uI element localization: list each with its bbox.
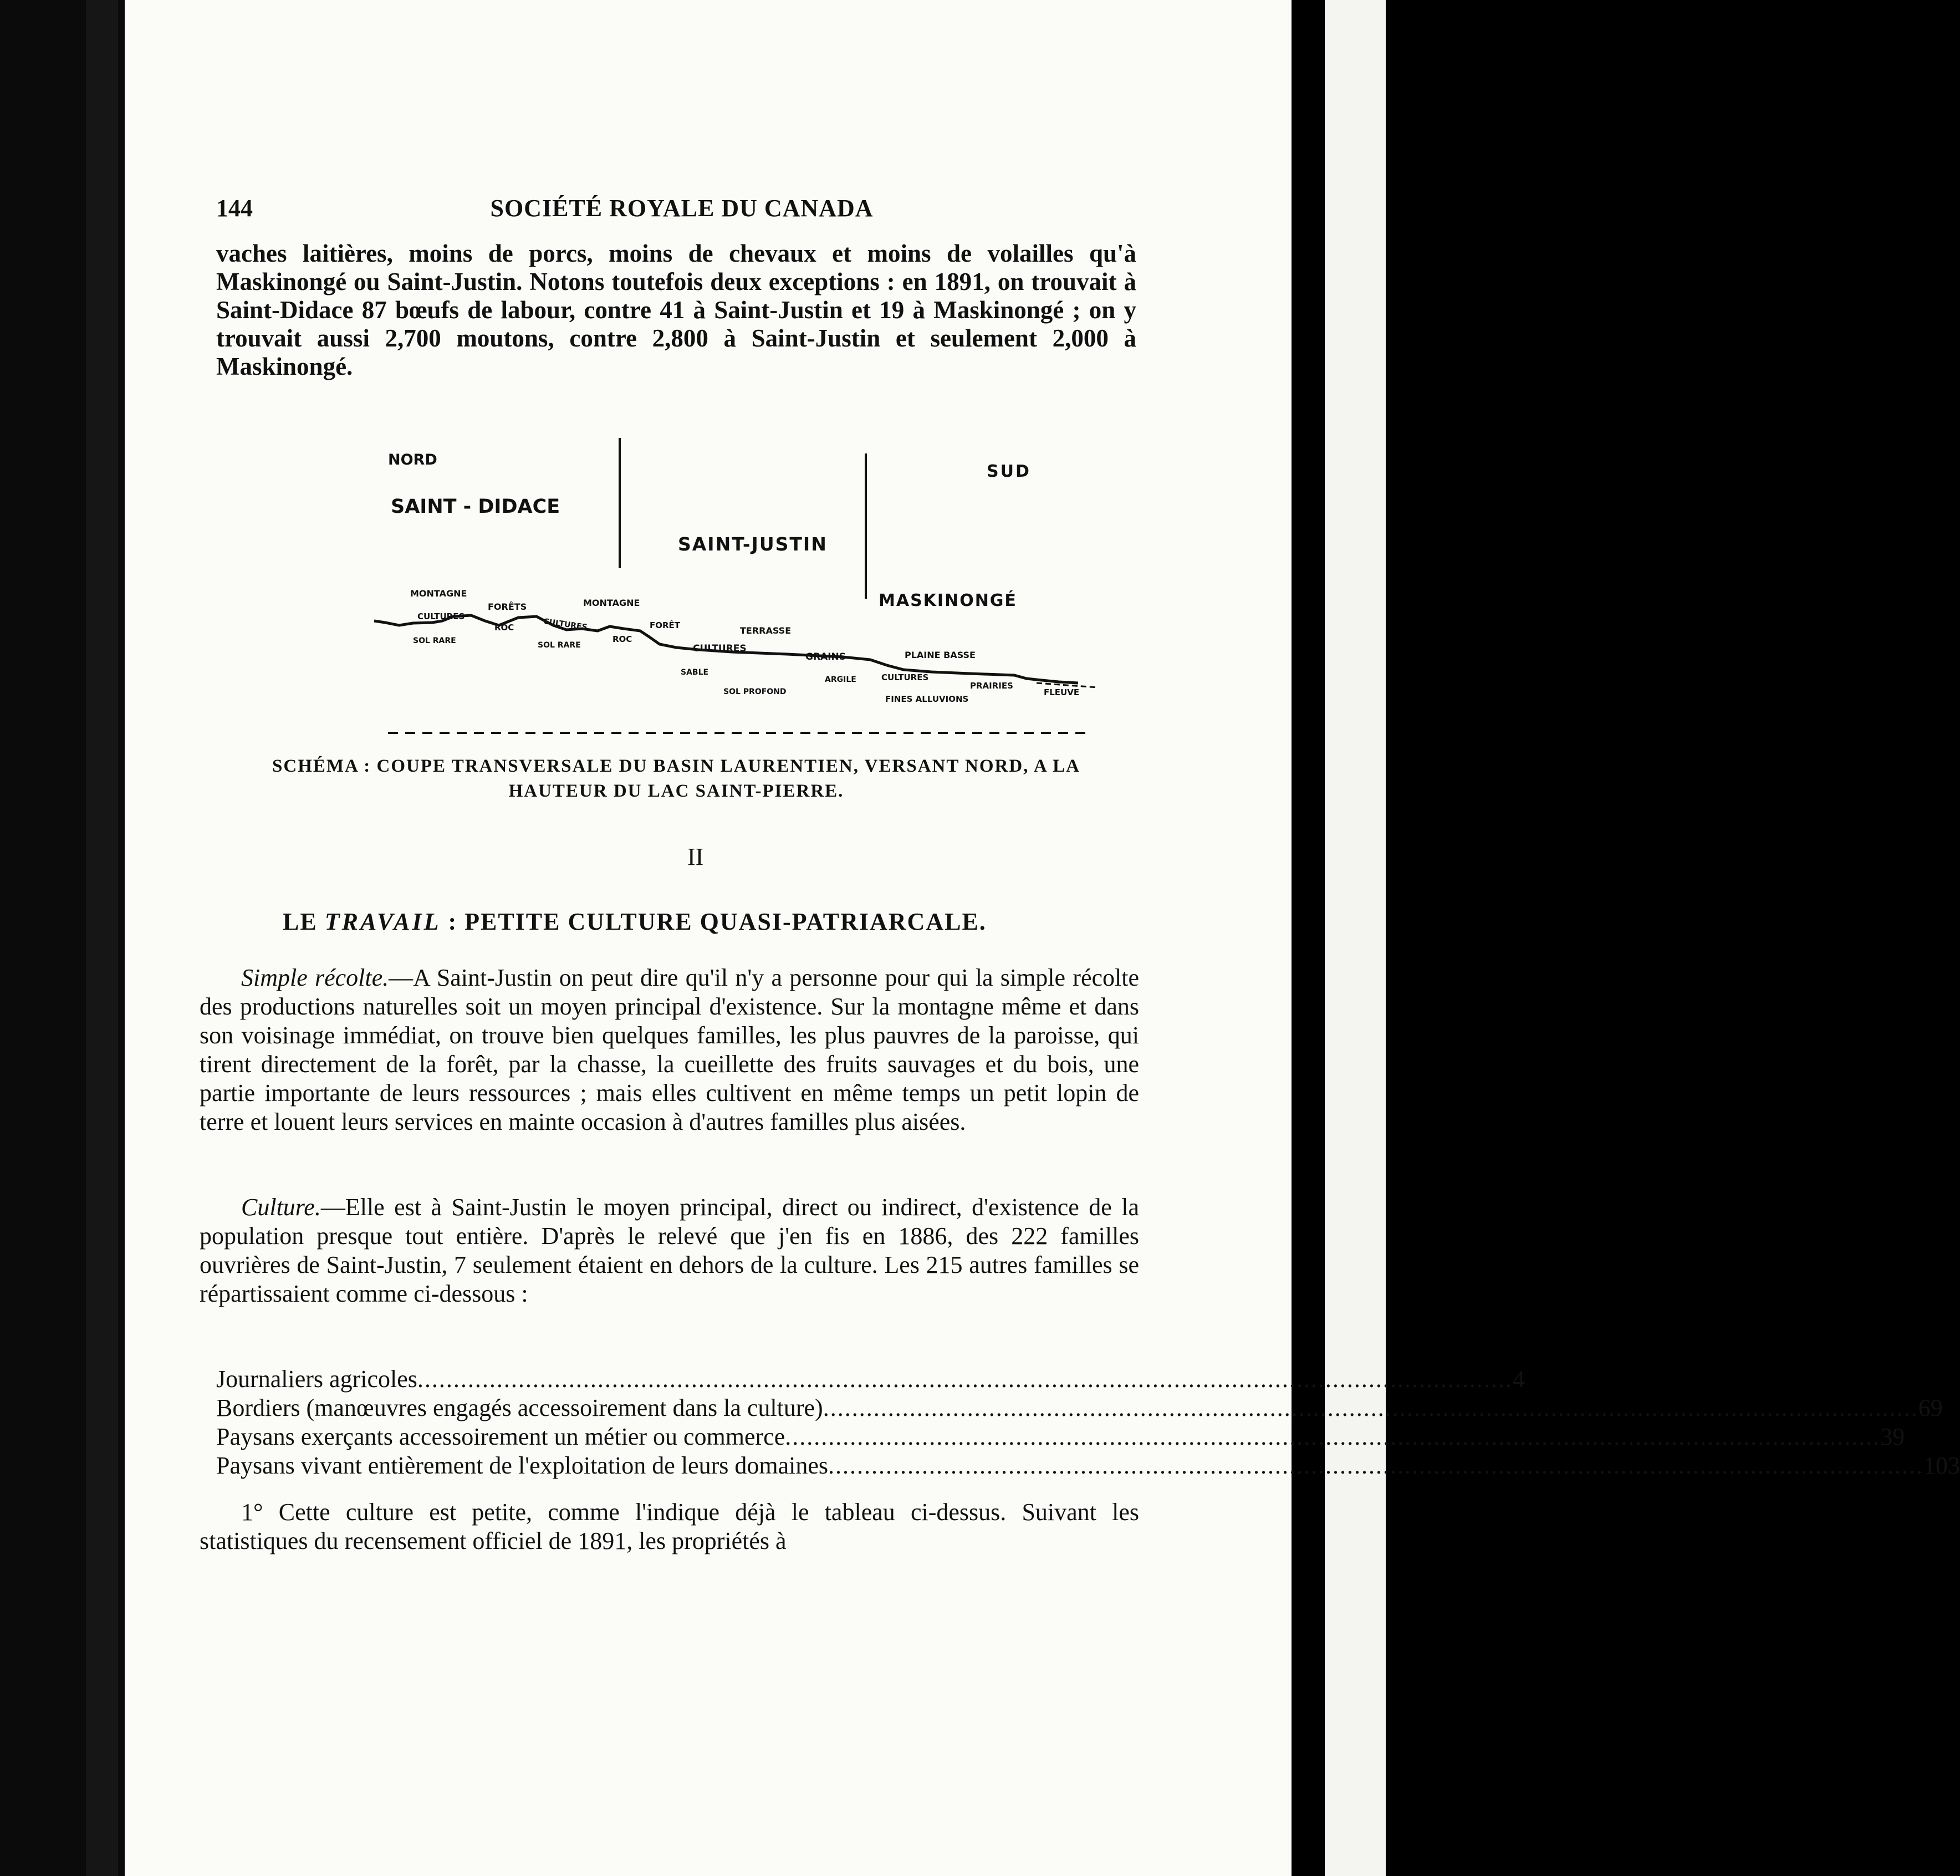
label-montagne-1: MONTAGNE	[410, 588, 467, 599]
leader-dots: ........................................................................................................................................................	[828, 1452, 1923, 1479]
diagram-caption	[219, 754, 1134, 804]
label-saint-didace: SAINT - DIDACE	[391, 496, 560, 518]
families-table	[216, 1365, 1960, 1480]
book-gutter	[86, 0, 118, 1876]
paragraph-lead-recolte: Simple récolte.	[241, 964, 389, 991]
section-title-prefix: LE	[283, 908, 318, 935]
label-cultures-3: CULTURES	[693, 643, 747, 654]
running-title: SOCIÉTÉ ROYALE DU CANADA	[490, 195, 874, 222]
label-prairies: PRAIRIES	[970, 681, 1013, 691]
caption-line-2: HAUTEUR DU LAC SAINT-PIERRE.	[508, 781, 844, 801]
section-title-word: TRAVAIL	[324, 908, 441, 935]
cross-section-diagram	[233, 432, 1142, 743]
table-row	[216, 1423, 1905, 1451]
paragraph-text-recolte: —A Saint-Justin on peut dire qu'il n'y a personne pour qui la simple récolte des productions naturelles soit un moyen principal d'existence. Sur la montagne même et dans son voisinage immédiat, on trouve bien quelques familles, les plus pauvres de la paroisse, qui tirent directement de la forêt, par la chasse, la cueillette des fruits sauvages et du bois, une partie importante de leurs ressources ; mais elles cultivent en même temps un petit lopin de terre et louent leurs services en mainte occasion à d'autres familles plus aisées.	[200, 964, 1139, 1135]
label-terrasse: TERRASSE	[740, 625, 792, 636]
label-grains: GRAINS	[805, 651, 846, 662]
table-row	[216, 1365, 1525, 1394]
label-fines-alluvions: FINES ALLUVIONS	[885, 694, 969, 704]
facing-page-gap	[1292, 0, 1325, 1876]
label-sol-rare-2: SOL RARE	[538, 641, 581, 650]
label-foret: FORÊT	[650, 620, 681, 630]
table-row	[216, 1394, 1943, 1423]
label-forets: FORÊTS	[488, 601, 527, 612]
label-cultures-4: CULTURES	[881, 672, 929, 682]
table-row-label: Journaliers agricoles	[216, 1365, 417, 1393]
table-row-value: 39	[1880, 1423, 1905, 1450]
label-roc-1: ROC	[494, 623, 514, 633]
table-row-value: 4	[1512, 1365, 1525, 1393]
label-nord: NORD	[388, 451, 437, 468]
leader-dots: ........................................................................................................................................................	[823, 1394, 1918, 1421]
label-roc-2: ROC	[612, 634, 632, 644]
label-cultures-2: CULTURES	[543, 617, 588, 633]
caption-line-1: SCHÉMA : COUPE TRANSVERSALE DU BASIN LAURENTIEN, VERSANT NORD, A LA	[272, 756, 1080, 776]
label-argile: ARGILE	[825, 675, 856, 684]
intro-paragraph: vaches laitières, moins de porcs, moins de chevaux et moins de volailles qu'à Maskinongé ou Saint-Justin. Notons toutefois deux exceptions : en 1891, on trouvait à Saint-Didace 87 bœufs de labour, contre 41 à Saint-Justin et 19 à Maskinongé ; on y trouvait aussi 2,700 moutons, contre 2,800 à Saint-Justin et seulement 2,000 à Maskinongé.	[216, 239, 1136, 380]
section-numeral: II	[687, 843, 704, 870]
label-sol-rare-1: SOL RARE	[413, 636, 456, 645]
paragraph-simple-recolte	[200, 964, 1139, 1136]
cross-section-svg	[233, 432, 1142, 743]
table-row-label: Paysans vivant entièrement de l'exploitation de leurs domaines	[216, 1452, 828, 1479]
table-row-label: Paysans exerçants accessoirement un métier ou commerce	[216, 1423, 785, 1450]
paragraph-text-culture: —Elle est à Saint-Justin le moyen principal, direct ou indirect, d'existence de la population presque tout entière. D'après le relevé que j'en fis en 1886, des 222 familles ouvrières de Saint-Justin, 7 seulement étaient en dehors de la culture. Les 215 autres familles se répartissaient comme ci-dessous :	[200, 1194, 1139, 1307]
table-row-value: 69	[1918, 1394, 1943, 1421]
table-row-value: 103	[1923, 1452, 1960, 1479]
section-title	[283, 908, 1114, 936]
label-maskinonge: MASKINONGÉ	[879, 591, 1017, 610]
paragraph-culture	[200, 1193, 1139, 1308]
table-row	[216, 1451, 1960, 1480]
facing-page-edge	[1325, 0, 1386, 1876]
page-header	[216, 194, 1147, 233]
leader-dots: ........................................................................................................................................................	[785, 1423, 1881, 1450]
label-cultures-1: CULTURES	[417, 611, 465, 621]
label-montagne-2: MONTAGNE	[583, 598, 640, 608]
label-fleuve: FLEUVE	[1044, 687, 1080, 697]
label-sol-profond: SOL PROFOND	[723, 687, 787, 696]
label-sable: SABLE	[681, 668, 709, 677]
page-number: 144	[216, 195, 253, 222]
paragraph-lead-culture: Culture.	[241, 1194, 321, 1221]
label-saint-justin: SAINT-JUSTIN	[678, 533, 828, 555]
leader-dots: ........................................................................................................................................................	[417, 1365, 1513, 1393]
table-row-label: Bordiers (manœuvres engagés accessoirement dans la culture)	[216, 1394, 823, 1421]
section-title-rest: : PETITE CULTURE QUASI-PATRIARCALE.	[448, 908, 987, 935]
label-sud: SUD	[987, 462, 1031, 481]
paragraph-final: 1° Cette culture est petite, comme l'indique déjà le tableau ci-dessus. Suivant les statistiques du recensement officiel de 1891, les propriétés à	[200, 1498, 1139, 1554]
label-plaine-basse: PLAINE BASSE	[905, 650, 976, 660]
